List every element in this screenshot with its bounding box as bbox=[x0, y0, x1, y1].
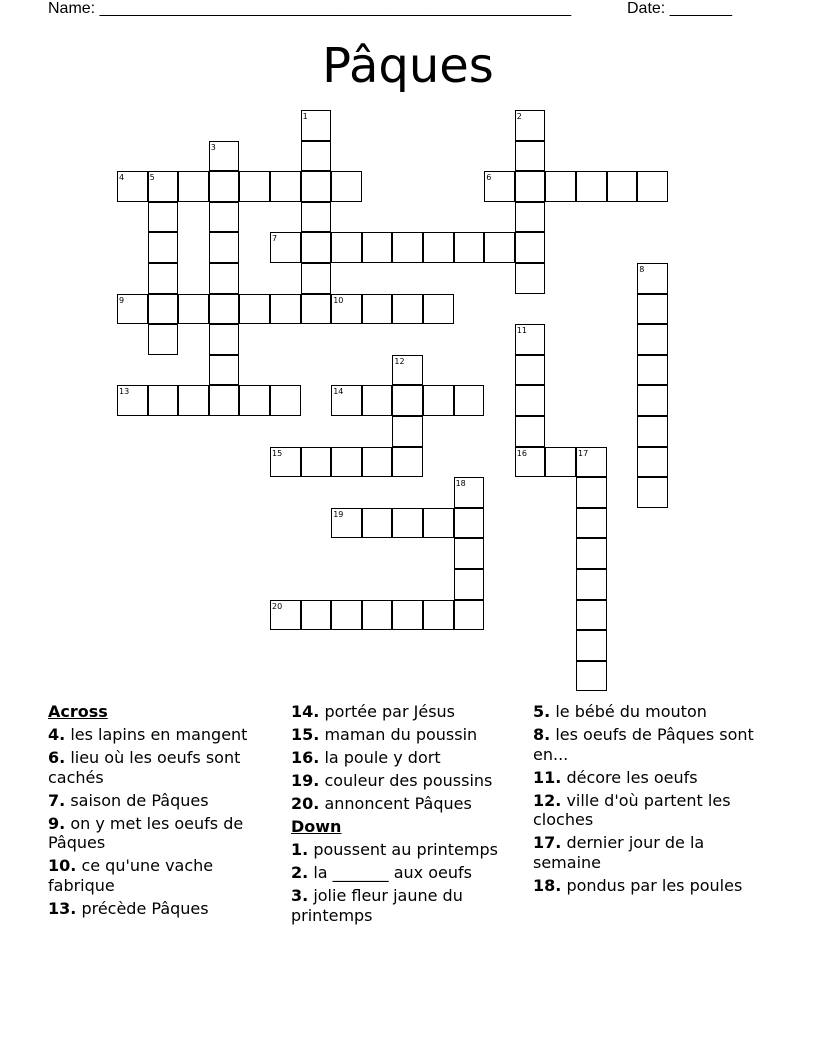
grid-cell[interactable] bbox=[515, 416, 546, 447]
clues-column-1 bbox=[48, 702, 280, 922]
grid-cell[interactable] bbox=[576, 508, 607, 539]
grid-cell[interactable] bbox=[515, 232, 546, 263]
grid-cell[interactable] bbox=[148, 324, 179, 355]
clue-across-7: 7. saison de Pâques bbox=[48, 790, 209, 810]
grid-cell[interactable] bbox=[515, 385, 546, 416]
grid-cell[interactable] bbox=[362, 232, 393, 263]
grid-cell[interactable] bbox=[178, 171, 209, 202]
grid-cell[interactable] bbox=[301, 171, 332, 202]
grid-cell[interactable] bbox=[270, 171, 301, 202]
clue-number-15: 15 bbox=[272, 448, 283, 458]
grid-cell[interactable] bbox=[515, 141, 546, 172]
grid-cell[interactable] bbox=[301, 600, 332, 631]
clue-number-5: 5 bbox=[149, 173, 155, 183]
clue-number-6: 6 bbox=[486, 173, 492, 183]
clue-number-19: 19 bbox=[333, 509, 344, 519]
clue-down-3: 3. jolie fleur jaune du printemps bbox=[291, 886, 463, 925]
grid-cell[interactable] bbox=[515, 355, 546, 386]
clues-column-2 bbox=[291, 702, 523, 929]
grid-cell[interactable] bbox=[454, 538, 485, 569]
grid-cell[interactable] bbox=[362, 447, 393, 478]
grid-cell[interactable] bbox=[545, 171, 576, 202]
clue-number-4: 4 bbox=[119, 173, 125, 183]
grid-cell[interactable] bbox=[637, 477, 668, 508]
grid-cell[interactable] bbox=[331, 600, 362, 631]
grid-cell[interactable] bbox=[362, 600, 393, 631]
grid-cell[interactable] bbox=[454, 232, 485, 263]
clue-across-14: 14. portée par Jésus bbox=[291, 702, 456, 721]
grid-cell[interactable] bbox=[454, 569, 485, 600]
grid-cell[interactable] bbox=[637, 324, 668, 355]
grid-cell[interactable] bbox=[637, 171, 668, 202]
page-title: Pâques bbox=[322, 38, 494, 94]
clue-down-1: 1. poussent au printemps bbox=[291, 840, 498, 859]
grid-cell[interactable] bbox=[209, 324, 240, 355]
grid-cell[interactable] bbox=[209, 263, 240, 294]
clue-down-17: 17. dernier jour de la semaine bbox=[533, 833, 705, 872]
clue-down-12: 12. ville d'où partent les cloches bbox=[533, 790, 731, 829]
grid-cell[interactable] bbox=[209, 202, 240, 233]
grid-cell[interactable] bbox=[637, 385, 668, 416]
clue-number-1: 1 bbox=[302, 112, 308, 121]
clues-column-3 bbox=[533, 702, 773, 899]
grid-cell[interactable] bbox=[392, 600, 423, 631]
grid-cell[interactable] bbox=[423, 294, 454, 325]
grid-cell[interactable] bbox=[576, 661, 607, 692]
clue-number-17: 17 bbox=[578, 448, 589, 458]
clue-across-15: 15. maman du poussin bbox=[291, 725, 478, 744]
grid-cell[interactable] bbox=[545, 447, 576, 478]
grid-cell[interactable] bbox=[423, 232, 454, 263]
clue-number-20: 20 bbox=[272, 601, 283, 611]
grid-cell[interactable] bbox=[301, 232, 332, 263]
grid-cell[interactable] bbox=[331, 171, 362, 202]
grid-cell[interactable] bbox=[454, 385, 485, 416]
clue-down-5: 5. le bébé du mouton bbox=[533, 702, 707, 721]
grid-cell[interactable] bbox=[392, 294, 423, 325]
grid-cell[interactable] bbox=[423, 508, 454, 539]
grid-cell[interactable] bbox=[423, 385, 454, 416]
grid-cell[interactable] bbox=[637, 294, 668, 325]
grid-cell[interactable] bbox=[148, 232, 179, 263]
grid-cell[interactable] bbox=[178, 385, 209, 416]
clue-across-13: 13. précède Pâques bbox=[48, 898, 209, 918]
grid-cell[interactable] bbox=[362, 294, 393, 325]
grid-cell[interactable] bbox=[637, 447, 668, 478]
grid-cell[interactable] bbox=[239, 385, 270, 416]
grid-cell[interactable] bbox=[454, 508, 485, 539]
clue-number-18: 18 bbox=[455, 479, 466, 489]
grid-cell[interactable] bbox=[362, 385, 393, 416]
clue-number-10: 10 bbox=[333, 295, 344, 305]
grid-cell[interactable] bbox=[637, 416, 668, 447]
grid-cell[interactable] bbox=[209, 355, 240, 386]
grid-cell[interactable] bbox=[392, 447, 423, 478]
grid-cell[interactable] bbox=[301, 294, 332, 325]
grid-cell[interactable] bbox=[576, 538, 607, 569]
clue-across-4: 4. les lapins en mangent bbox=[48, 725, 248, 744]
clue-number-2: 2 bbox=[516, 112, 522, 121]
grid-cell[interactable] bbox=[392, 232, 423, 263]
grid-cell[interactable] bbox=[239, 294, 270, 325]
grid-cell[interactable] bbox=[392, 416, 423, 447]
clue-across-19: 19. couleur des poussins bbox=[291, 771, 493, 790]
clue-down-2: 2. la _______ aux oeufs bbox=[291, 863, 472, 882]
grid-cell[interactable] bbox=[607, 171, 638, 202]
grid-cell[interactable] bbox=[362, 508, 393, 539]
grid-cell[interactable] bbox=[331, 447, 362, 478]
clue-across-16: 16. la poule y dort bbox=[291, 748, 441, 767]
grid-cell[interactable] bbox=[576, 569, 607, 600]
clue-number-13: 13 bbox=[119, 387, 130, 397]
grid-cell[interactable] bbox=[515, 263, 546, 294]
grid-cell[interactable] bbox=[392, 385, 423, 416]
grid-cell[interactable] bbox=[301, 447, 332, 478]
grid-cell[interactable] bbox=[576, 171, 607, 202]
clue-across-10: 10. ce qu'une vache fabrique bbox=[48, 856, 214, 895]
grid-cell[interactable] bbox=[301, 202, 332, 233]
grid-cell[interactable] bbox=[576, 600, 607, 631]
clue-down-18: 18. pondus par les poules bbox=[533, 875, 743, 895]
grid-cell[interactable] bbox=[148, 385, 179, 416]
grid-cell[interactable] bbox=[209, 385, 240, 416]
name-field-label: Name: _____________________________________________________ bbox=[48, 0, 572, 17]
grid-cell[interactable] bbox=[576, 477, 607, 508]
grid-cell[interactable] bbox=[270, 294, 301, 325]
grid-cell[interactable] bbox=[454, 600, 485, 631]
clue-number-7: 7 bbox=[272, 234, 278, 244]
grid-cell[interactable] bbox=[423, 600, 454, 631]
grid-cell[interactable] bbox=[270, 385, 301, 416]
clue-number-11: 11 bbox=[516, 326, 527, 336]
grid-cell[interactable] bbox=[239, 171, 270, 202]
clue-number-9: 9 bbox=[119, 295, 125, 305]
grid-cell[interactable] bbox=[209, 232, 240, 263]
grid-cell[interactable] bbox=[209, 294, 240, 325]
clue-across-9: 9. on y met les oeufs de Pâques bbox=[48, 813, 244, 852]
grid-cell[interactable] bbox=[209, 171, 240, 202]
clue-number-12: 12 bbox=[394, 356, 405, 366]
grid-cell[interactable] bbox=[148, 202, 179, 233]
grid-cell[interactable] bbox=[515, 171, 546, 202]
clue-across-20: 20. annoncent Pâques bbox=[291, 794, 472, 813]
grid-cell[interactable] bbox=[301, 141, 332, 172]
clue-number-8: 8 bbox=[639, 265, 645, 274]
date-field-label: Date: _______ bbox=[627, 0, 732, 17]
grid-cell[interactable] bbox=[515, 202, 546, 233]
grid-cell[interactable] bbox=[301, 263, 332, 294]
down-heading: Down bbox=[291, 817, 342, 836]
clue-number-14: 14 bbox=[333, 387, 344, 397]
clue-across-6: 6. lieu où les oeufs sont cachés bbox=[48, 748, 241, 787]
grid-cell[interactable] bbox=[484, 232, 515, 263]
across-heading: Across bbox=[48, 702, 108, 721]
clue-down-11: 11. décore les oeufs bbox=[533, 767, 698, 787]
grid-cell[interactable] bbox=[392, 508, 423, 539]
clue-number-16: 16 bbox=[516, 448, 527, 458]
grid-cell[interactable] bbox=[331, 232, 362, 263]
grid-cell[interactable] bbox=[637, 355, 668, 386]
clue-number-3: 3 bbox=[210, 142, 216, 152]
grid-cell[interactable] bbox=[148, 294, 179, 325]
grid-cell[interactable] bbox=[148, 263, 179, 294]
clue-down-8: 8. les oeufs de Pâques sont en... bbox=[533, 725, 754, 764]
grid-cell[interactable] bbox=[576, 630, 607, 661]
grid-cell[interactable] bbox=[178, 294, 209, 325]
